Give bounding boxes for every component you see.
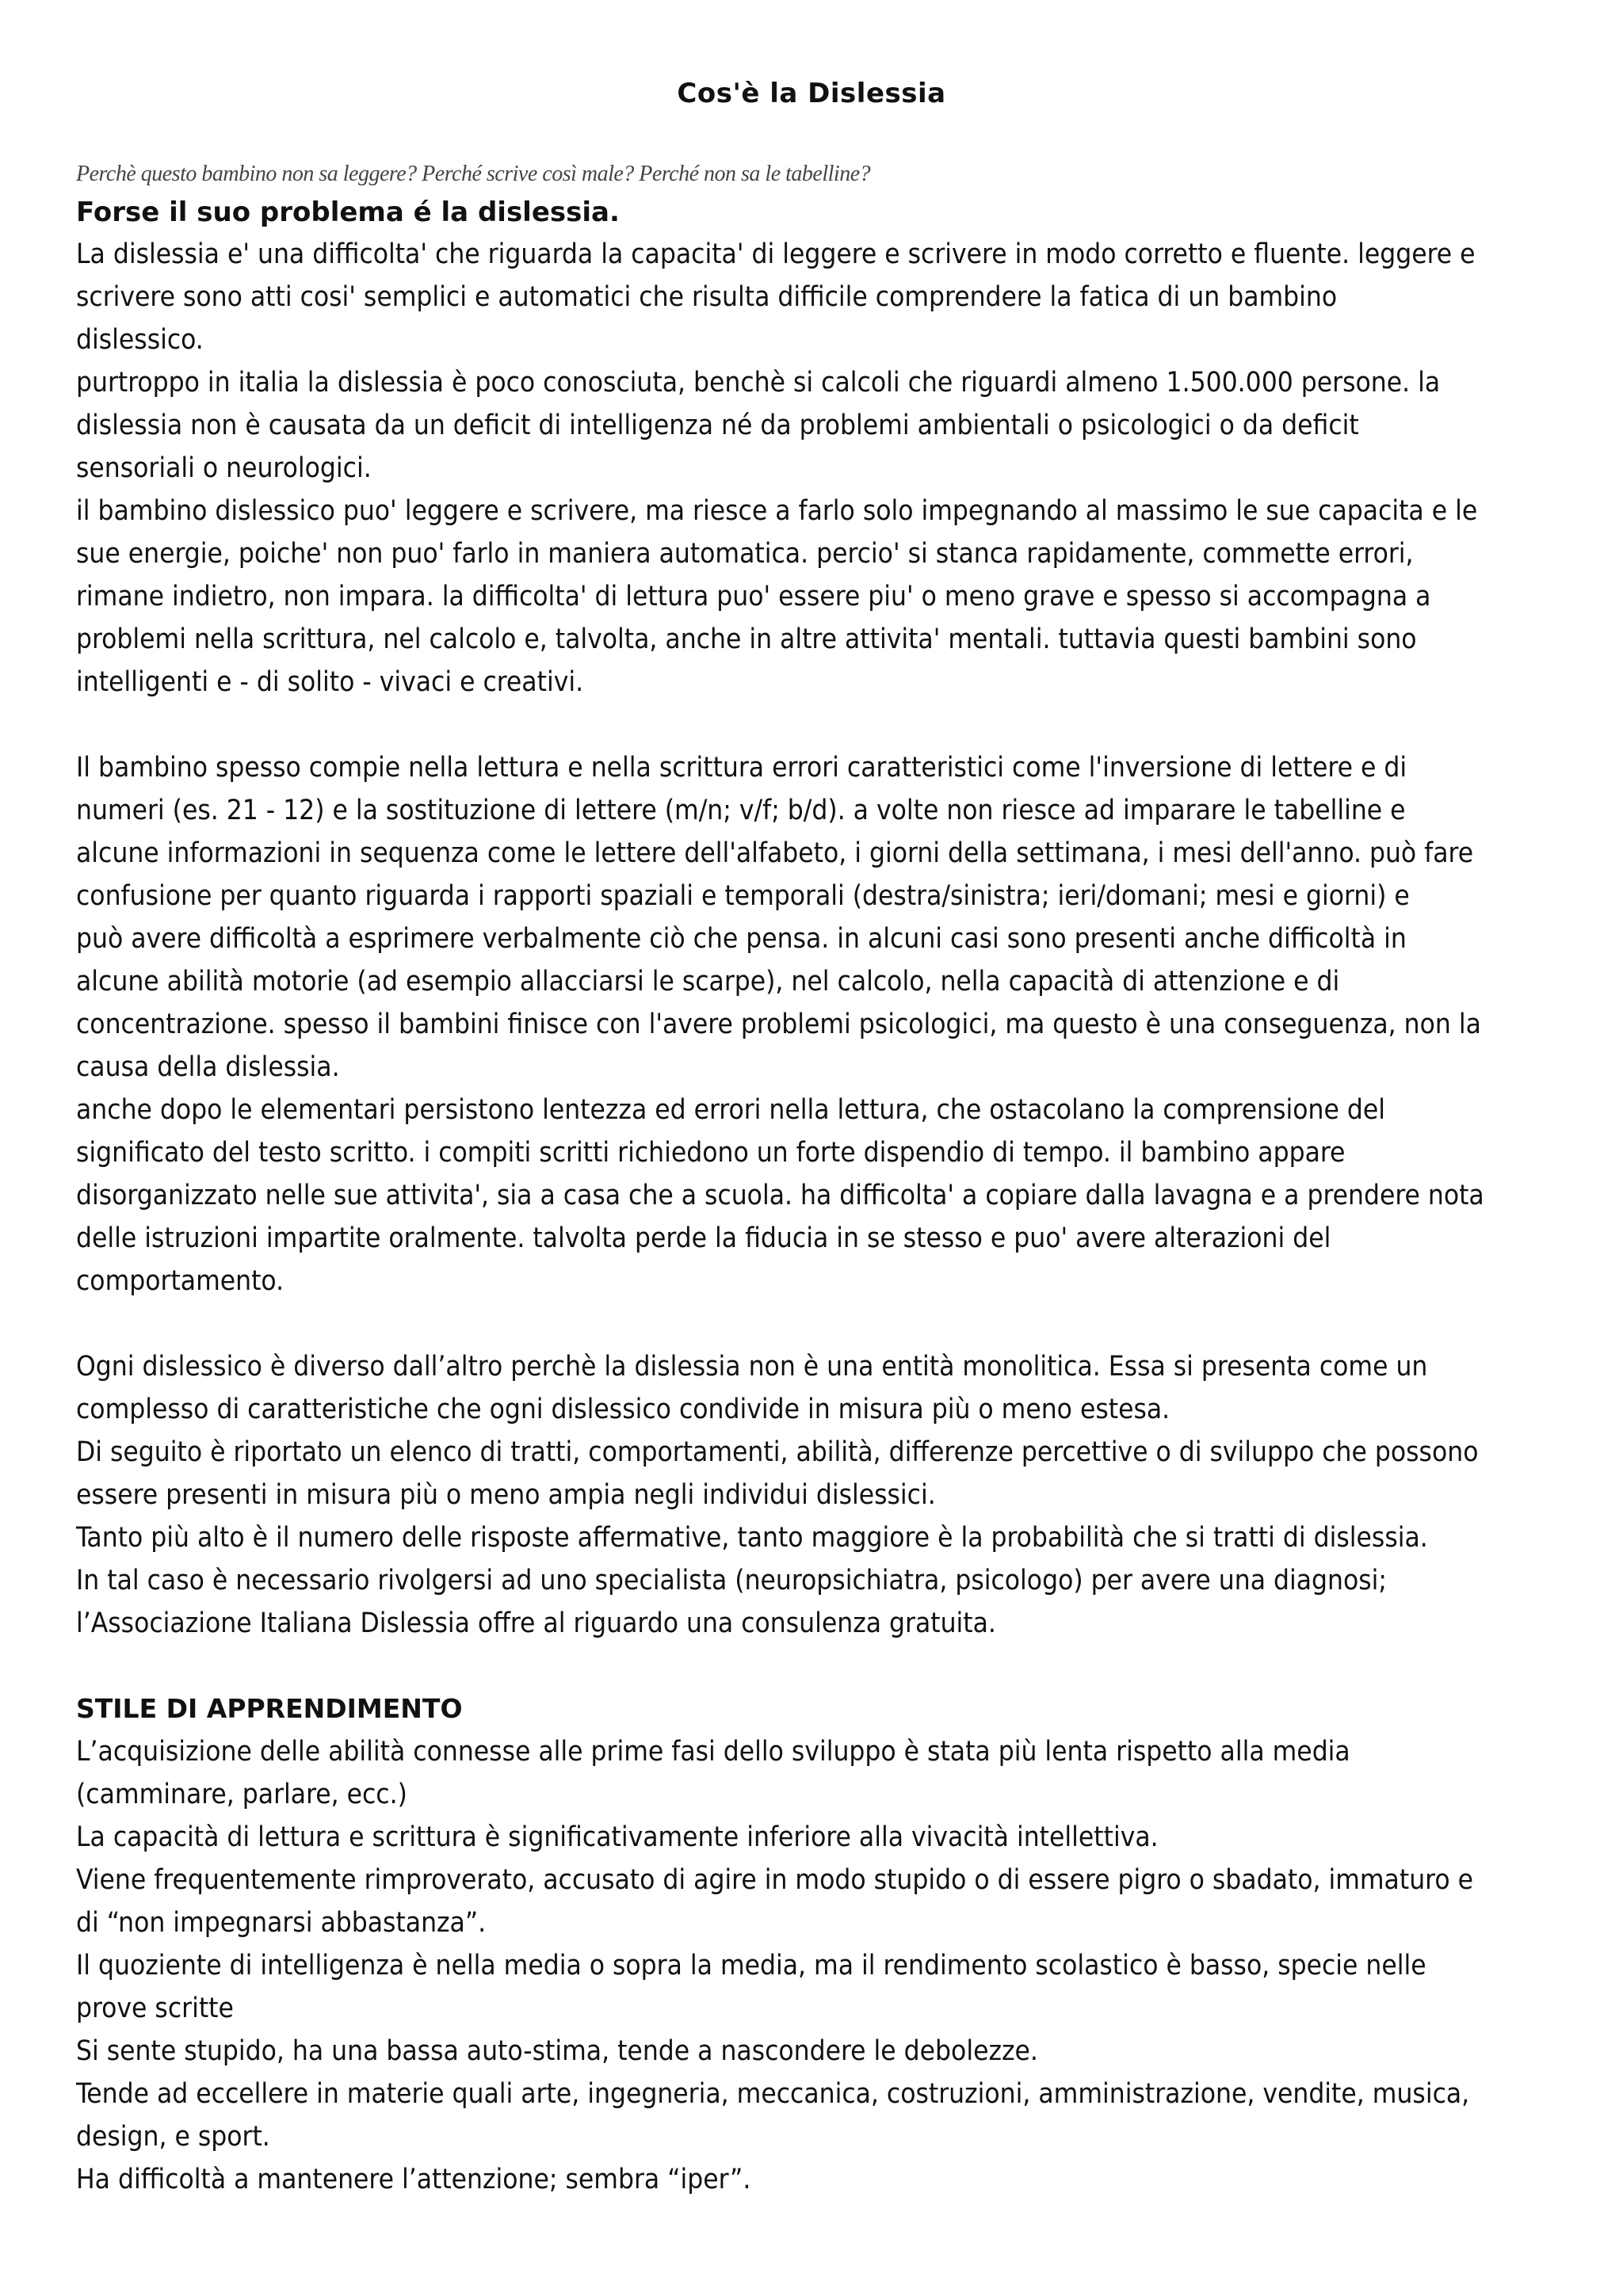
document-body bbox=[76, 157, 1558, 2201]
document-title: Cos'è la Dislessia bbox=[677, 78, 946, 109]
paragraph-gap bbox=[76, 704, 1558, 746]
lead-statement: Forse il suo problema é la dislessia. bbox=[76, 196, 620, 228]
paragraph-diversity: Ogni dislessico è diverso dall’altro perchè la dislessia non è una entità monolitica. Essa si presenta come un complesso di caratteristiche che ogni dislessico condivide in misura più o meno estesa. Di seguito è riportato un elenco di tratti, comportamenti, abilità, differenze percettive o di sviluppo che possono essere presenti in misura più o meno ampia negli individui dislessici. Tanto più alto è il numero delle risposte affermative, tanto maggiore è la probabilità che si tratti di dislessia. In tal caso è necessario rivolgersi ad uno specialista (neuropsichiatra, psicologo) per avere una diagnosi; l’Associazione Italiana Dislessia offre al riguardo una consulenza gratuita. bbox=[76, 1351, 1479, 1639]
paragraph-gap bbox=[76, 1302, 1558, 1345]
paragraph-symptoms: Il bambino spesso compie nella lettura e nella scrittura errori caratteristici come l'inversione di lettere e di numeri (es. 21 - 12) e la sostituzione di lettere (m/n; v/f; b/d). a volte non riesce ad imparare le tabelline e alcune informazioni in sequenza come le lettere dell'alfabeto, i giorni della settimana, i mesi dell'anno. può fare confusione per quanto riguarda i rapporti spaziali e temporali (destra/sinistra; ieri/domani; mesi e giorni) e può avere difficoltà a esprimere verbalmente ciò che pensa. in alcuni casi sono presenti anche difficoltà in alcune abilità motorie (ad esempio allacciarsi le scarpe), nel calcolo, nella capacità di attenzione e di concentrazione. spesso il bambini finisce con l'avere problemi psicologici, ma questo è una conseguenza, non la causa della dislessia. anche dopo le elementari persistono lentezza ed errori nella lettura, che ostacolano la comprensione del significato del testo scritto. i compiti scritti richiedono un forte dispendio di tempo. il bambino appare disorganizzato nelle sue attivita', sia a casa che a scuola. ha difficolta' a copiare dalla lavagna e a prendere nota delle istruzioni impartite oralmente. talvolta perde la fiducia in se stesso e puo' avere alterazioni del comportamento. bbox=[76, 752, 1484, 1297]
paragraph-definition: La dislessia e' una difficolta' che riguarda la capacita' di leggere e scrivere in modo corretto e fluente. leggere e scrivere sono atti cosi' semplici e automatici che risulta difficile comprendere la fatica di un bambino dislessico. purtroppo in italia la dislessia è poco conosciuta, benchè si calcoli che riguardi almeno 1.500.000 persone. la dislessia non è causata da un deficit di intelligenza né da problemi ambientali o psicologici o da deficit sensoriali o neurologici. il bambino dislessico puo' leggere e scrivere, ma riesce a farlo solo impegnando al massimo le sue capacita e le sue energie, poiche' non puo' farlo in maniera automatica. percio' si stanca rapidamente, commette errori, rimane indietro, non impara. la difficolta' di lettura puo' essere piu' o meno grave e spesso si accompagna a problemi nella scrittura, nel calcolo e, talvolta, anche in altre attivita' mentali. tuttavia questi bambini sono intelligenti e - di solito - vivaci e creativi. bbox=[76, 238, 1478, 698]
paragraph-learning-style: L’acquisizione delle abilità connesse alle prime fasi dello sviluppo è stata più lenta rispetto alla media (camminare, parlare, ecc.) La capacità di lettura e scrittura è significativamente inferiore alla vivacità intellettiva. Viene frequentemente rimproverato, accusato di agire in modo stupido o di essere pigro o sbadato, immaturo e di “non impegnarsi abbastanza”. Il quoziente di intelligenza è nella media o sopra la media, ma il rendimento scolastico è basso, specie nelle prove scritte Si sente stupido, ha una bassa auto-stima, tende a nascondere le debolezze. Tende ad eccellere in materie quali arte, ingegneria, meccanica, costruzioni, amministrazione, vendite, musica, design, e sport. Ha difficoltà a mantenere l’attenzione; sembra “iper”. bbox=[76, 1736, 1473, 2195]
paragraph-gap bbox=[76, 1645, 1558, 1688]
intro-questions: Perchè questo bambino non sa leggere? Perché scrive così male? Perché non sa le tabelline? bbox=[76, 162, 871, 186]
section-heading: STILE DI APPRENDIMENTO bbox=[76, 1693, 463, 1724]
